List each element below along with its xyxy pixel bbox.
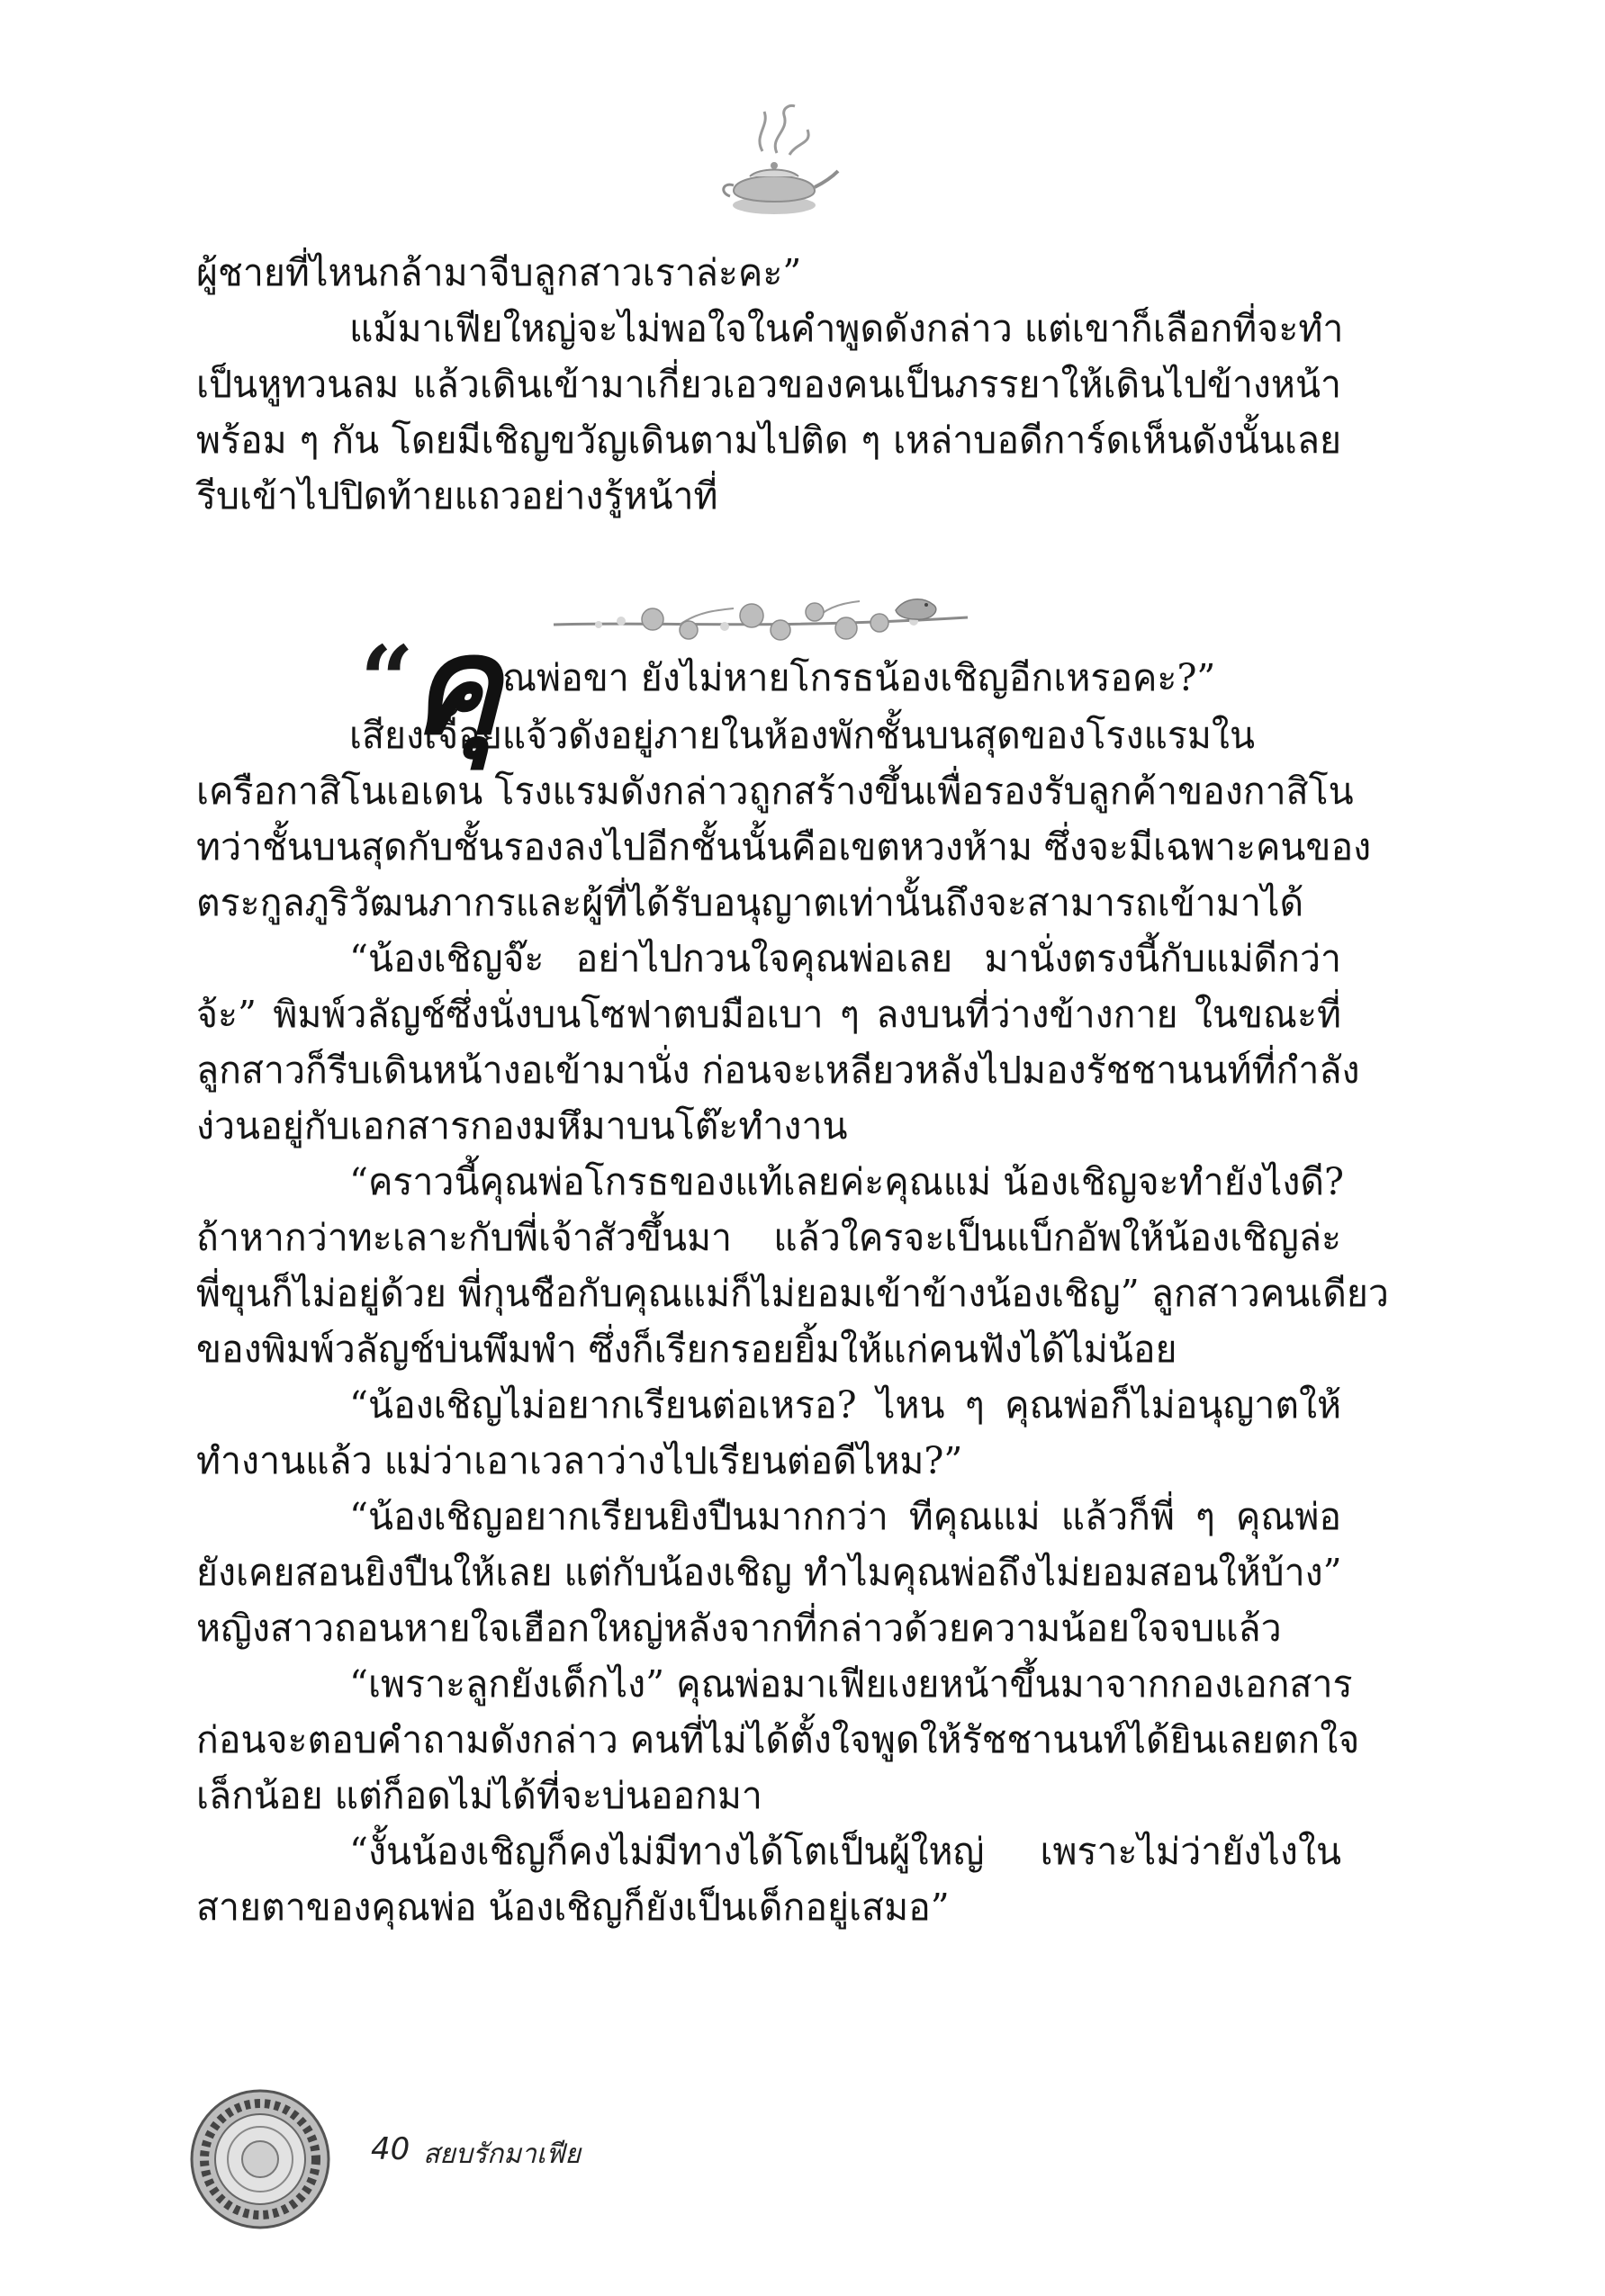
text-line: ลูกสาวก็รีบเดินหน้างอเข้ามานั่ง ก่อนจะเหลียวหลังไปมองรัชชานนท์ที่กำลัง — [196, 1049, 1360, 1092]
book-title: สยบรักมาเฟีย — [423, 2138, 581, 2170]
text-line: “คราวนี้คุณพ่อโกรธของแท้เลยค่ะคุณแม่ น้องเชิญจะทำยังไงดี? — [349, 1160, 1344, 1203]
text-line: เสียงเจื้อยแจ้วดังอยู่ภายในห้องพักชั้นบนสุดของโรงแรมใน — [349, 714, 1255, 757]
text-line: เล็กน้อย แต่ก็อดไม่ได้ที่จะบ่นออกมา — [196, 1774, 762, 1817]
text-line: ง่วนอยู่กับเอกสารกองมหึมาบนโต๊ะทำงาน — [196, 1104, 848, 1148]
text-line: “น้องเชิญจ๊ะ อย่าไปกวนใจคุณพ่อเลย มานั่งตรงนี้กับแม่ดีกว่า — [349, 937, 1341, 980]
text-line: แม้มาเฟียใหญ่จะไม่พอใจในคำพูดดังกล่าว แต่เขาก็เลือกที่จะทำ — [349, 307, 1344, 350]
page-number: 40 — [371, 2131, 410, 2167]
text-line: หญิงสาวถอนหายใจเฮือกใหญ่หลังจากที่กล่าวด้วยความน้อยใจจบแล้ว — [196, 1607, 1282, 1650]
text-line: สายตาของคุณพ่อ น้องเชิญก็ยังเป็นเด็กอยู่เสมอ” — [196, 1886, 950, 1929]
text-line: ของพิมพ์วลัญช์บ่นพึมพำ ซึ่งก็เรียกรอยยิ้มให้แก่คนฟังได้ไม่น้อย — [196, 1328, 1177, 1371]
text-line: พี่ขุนก็ไม่อยู่ด้วย พี่กุนชือกับคุณแม่ก็ไม่ยอมเข้าข้างน้องเชิญ” ลูกสาวคนเดียว — [196, 1272, 1389, 1315]
text-line: ผู้ชายที่ไหนกล้ามาจีบลูกสาวเราล่ะคะ” — [196, 251, 802, 294]
text-line: “งั้นน้องเชิญก็คงไม่มีทางได้โตเป็นผู้ใหญ่ เพราะไม่ว่ายังไงใน — [349, 1830, 1341, 1873]
text-line: พร้อม ๆ กัน โดยมีเชิญขวัญเดินตามไปติด ๆ เหล่าบอดีการ์ดเห็นดังนั้นเลย — [196, 419, 1341, 462]
text-line: ถ้าหากว่าทะเลาะกับพี่เจ้าสัวขึ้นมา แล้วใครจะเป็นแบ็กอัพให้น้องเชิญล่ะ — [196, 1216, 1341, 1259]
text-line: “น้องเชิญไม่อยากเรียนต่อเหรอ? ไหน ๆ คุณพ่อก็ไม่อนุญาตให้ — [349, 1383, 1341, 1427]
opening-quote-mark: “ — [360, 625, 414, 735]
paragraph-section-1 — [196, 245, 1344, 524]
text-line: ก่อนจะตอบคำถามดังกล่าว คนที่ไม่ได้ตั้งใจพูดให้รัชชานนท์ได้ยินเลยตกใจ — [196, 1718, 1360, 1761]
paragraph-section-2 — [196, 607, 1389, 1935]
text-line: ทำงานแล้ว แม่ว่าเอาเวลาว่างไปเรียนต่อดีไหม?” — [196, 1439, 963, 1482]
text-line: ยังเคยสอนยิงปืนให้เลย แต่กับน้องเชิญ ทำไมคุณพ่อถึงไม่ยอมสอนให้บ้าง” — [196, 1551, 1342, 1594]
teapot-icon — [707, 99, 842, 234]
text-line: ณพ่อขา ยังไม่หายโกรธน้องเชิญอีกเหรอคะ?” — [502, 656, 1216, 699]
text-line: รีบเข้าไปปิดท้ายแถวอย่างรู้หน้าที่ — [196, 474, 718, 518]
text-line: ทว่าชั้นบนสุดกับชั้นรองลงไปอีกชั้นนั้นคือเขตหวงห้าม ซึ่งจะมีเฉพาะคนของ — [196, 825, 1372, 869]
text-line: เครือกาสิโนเอเดน โรงแรมดังกล่าวถูกสร้างขึ้นเพื่อรองรับลูกค้าของกาสิโน — [196, 770, 1354, 813]
drop-cap: คุ — [410, 607, 501, 765]
text-line: เป็นหูทวนลม แล้วเดินเข้ามาเกี่ยวเอวของคนเป็นภรรยาให้เดินไปข้างหน้า — [196, 363, 1341, 406]
text-line: จ้ะ” พิมพ์วลัญช์ซึ่งนั่งบนโซฟาตบมือเบา ๆ ลงบนที่ว่างข้างกาย ในขณะที่ — [196, 993, 1341, 1036]
text-line: “เพราะลูกยังเด็กไง” คุณพ่อมาเฟียเงยหน้าขึ้นมาจากกองเอกสาร — [349, 1662, 1353, 1706]
text-line: “น้องเชิญอยากเรียนยิงปืนมากกว่า ทีคุณแม่ แล้วก็พี่ ๆ คุณพ่อ — [349, 1495, 1341, 1538]
text-line: ตระกูลภูริวัฒนภากรและผู้ที่ได้รับอนุญาตเท่านั้นถึงจะสามารถเข้ามาได้ — [196, 881, 1304, 924]
circular-roulette-ornament-icon — [187, 2086, 333, 2232]
